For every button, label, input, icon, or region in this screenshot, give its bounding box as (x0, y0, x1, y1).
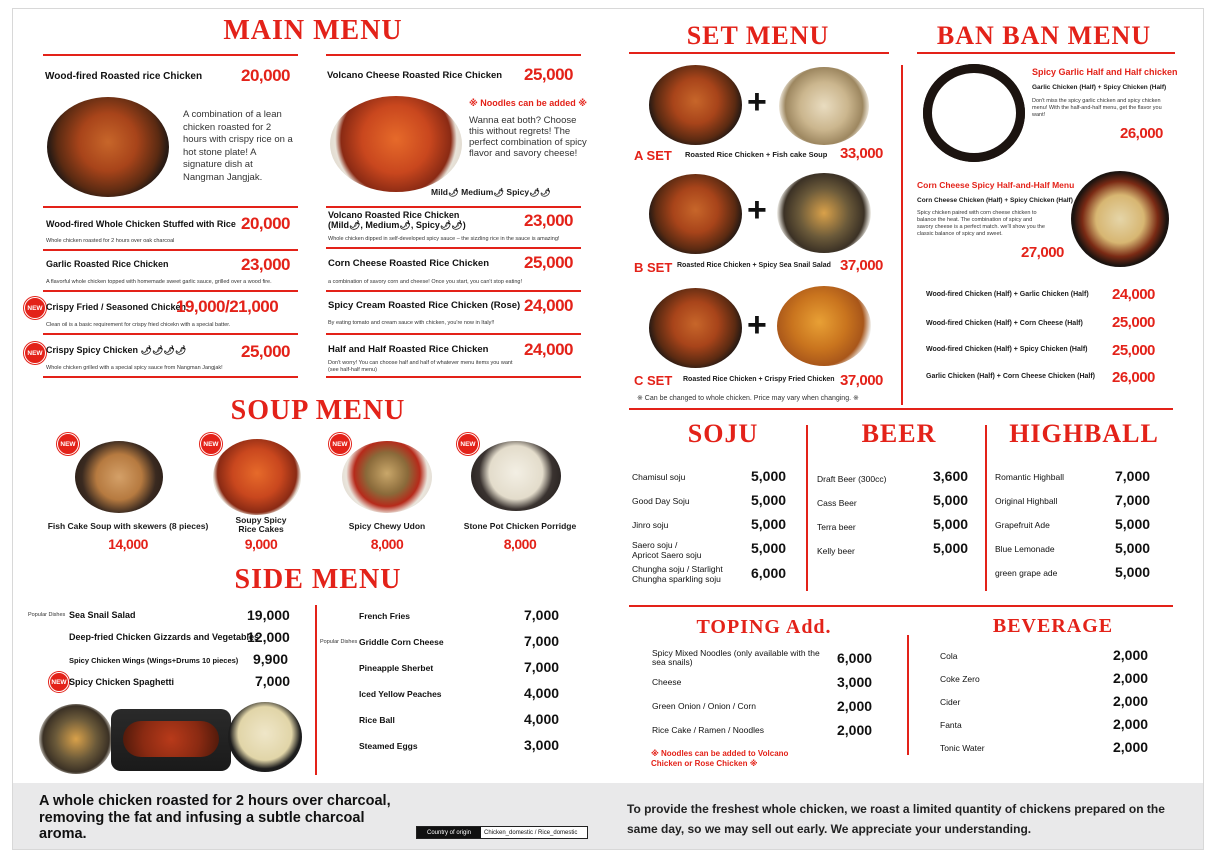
side-right-1-price: 7,000 (524, 607, 560, 623)
main-featured-2-photo (330, 96, 462, 192)
main-left-3-new-badge: NEW (24, 297, 46, 319)
soup-4-price: 8,000 (503, 536, 537, 552)
side-right-2-name: Griddle Corn Cheese (359, 637, 444, 647)
origin-value: Chicken_domestic / Rice_domestic (481, 827, 587, 838)
beer-1-price: 3,600 (933, 468, 969, 484)
banban-item-3-price: 25,000 (1112, 342, 1155, 359)
banban-featured-2-sub: Corn Cheese Chicken (Half) + Spicy Chicken (Half) (917, 197, 1073, 204)
main-right-3-desc: By eating tomato and cream sauce with chicken, you're now in Italy!! (328, 320, 495, 326)
soup-3-price: 8,000 (370, 536, 404, 552)
side-right-3-price: 7,000 (524, 659, 560, 675)
beverage-3-name: Cider (940, 697, 961, 707)
side-left-4-new-badge: NEW (49, 672, 69, 692)
toping-4-price: 2,000 (837, 722, 873, 738)
beverage-3-price: 2,000 (1113, 693, 1149, 709)
set-menu-title: SET MENU (686, 21, 830, 50)
banban-featured-2-name: Corn Cheese Spicy Half-and-Half Menu (917, 180, 1075, 190)
set-a-label: A SET (634, 148, 672, 163)
highball-3-price: 5,000 (1115, 516, 1151, 532)
toping-title: TOPING Add. (696, 616, 832, 638)
set-b-side-photo (777, 173, 871, 253)
toping-4-name: Rice Cake / Ramen / Noodles (652, 725, 764, 735)
main-right-1-name: Volcano Roasted Rice Chicken (Mild🌶, Medium🌶, Spicy🌶🌶) (328, 210, 466, 230)
main-left-3-name: Crispy Fried / Seasoned Chicken (46, 302, 187, 312)
main-right-4-name: Half and Half Roasted Rice Chicken (328, 344, 489, 355)
side-left-3-name: Spicy Chicken Wings (Wings+Drums 10 pieces) (69, 656, 239, 665)
side-photo-salad (39, 704, 113, 774)
set-b-chicken-photo (649, 174, 742, 254)
main-left-4-price: 25,000 (241, 342, 290, 361)
beverage-4-price: 2,000 (1113, 716, 1149, 732)
side-right-6-name: Steamed Eggs (359, 741, 418, 751)
highball-5-price: 5,000 (1115, 564, 1151, 580)
soju-1-price: 5,000 (751, 468, 787, 484)
set-a-price: 33,000 (840, 145, 883, 162)
soup-4-name: Stone Pot Chicken Porridge (463, 521, 577, 531)
soup-1-photo (75, 441, 163, 513)
side-right-1-name: French Fries (359, 611, 411, 621)
side-right-6-price: 3,000 (524, 737, 560, 753)
set-b-label: B SET (634, 260, 673, 275)
main-left-2-desc: A flavorful whole chicken topped with homemade sweet garlic sauce, grilled over a wood fire. (46, 279, 272, 285)
main-featured-2-note: ※ Noodles can be added ※ (469, 98, 588, 108)
side-left-2-price: 12,000 (247, 629, 290, 645)
banban-featured-1-desc: Don't miss the spicy garlic chicken and spicy chicken menu! With the half-and-half menu, get the flavor you want! (1032, 98, 1162, 118)
set-c-desc: Roasted Rice Chicken + Crispy Fried Chicken (683, 376, 835, 383)
beer-2-price: 5,000 (933, 492, 969, 508)
side-right-5-name: Rice Ball (359, 715, 395, 725)
soju-title: SOJU (687, 419, 759, 448)
soju-5-name: Chungha soju / Starlight Chungha sparkling soju (632, 564, 723, 584)
set-b-plus: + (747, 191, 767, 229)
side-right-4-name: Iced Yellow Peaches (359, 689, 442, 699)
side-right-5-price: 4,000 (524, 711, 560, 727)
main-right-1-price: 23,000 (524, 211, 573, 230)
beverage-2-name: Coke Zero (940, 674, 980, 684)
set-a-desc: Roasted Rice Chicken + Fish cake Soup (685, 150, 828, 159)
set-a-side-photo (779, 67, 869, 145)
set-a-plus: + (747, 83, 767, 121)
beer-title: BEER (861, 419, 937, 448)
toping-3-price: 2,000 (837, 698, 873, 714)
beer-1-name: Draft Beer (300cc) (817, 474, 887, 484)
banban-menu-title: BAN BAN MENU (936, 21, 1152, 50)
banban-item-2-name: Wood-fired Chicken (Half) + Corn Cheese (Half) (926, 320, 1083, 327)
side-left-2-name: Deep-fried Chicken Gizzards and Vegetables (69, 632, 260, 642)
highball-title: HIGHBALL (1009, 419, 1159, 448)
side-right-3-name: Pineapple Sherbet (359, 663, 434, 673)
beer-4-price: 5,000 (933, 540, 969, 556)
beer-3-name: Terra beer (817, 522, 856, 532)
soju-1-name: Chamisul soju (632, 472, 686, 482)
highball-1-price: 7,000 (1115, 468, 1151, 484)
footer-left-text: A whole chicken roasted for 2 hours over charcoal, removing the fat and infusing a subtle charcoal aroma. (39, 793, 391, 842)
toping-3-name: Green Onion / Onion / Corn (652, 701, 756, 711)
set-b-price: 37,000 (840, 257, 883, 274)
side-left-1-name: Sea Snail Salad (69, 610, 136, 620)
main-featured-1-price: 20,000 (241, 66, 290, 85)
menu-board (12, 8, 1204, 850)
main-right-3-price: 24,000 (524, 296, 573, 315)
main-right-4-price: 24,000 (524, 340, 573, 359)
soju-3-name: Jinro soju (632, 520, 669, 530)
main-right-2-name: Corn Cheese Roasted Rice Chicken (328, 258, 490, 269)
soju-4-name: Saero soju / Apricot Saero soju (632, 540, 702, 560)
soup-3-new-badge: NEW (329, 433, 351, 455)
main-featured-1-desc: A combination of a lean chicken roasted for 2 hours with crispy rice on a hot stone plate! A signature dish at Nangman Jangjak. (183, 109, 293, 183)
banban-item-3-name: Wood-fired Chicken (Half) + Spicy Chicken (Half) (926, 346, 1088, 353)
soju-2-name: Good Day Soju (632, 496, 690, 506)
banban-item-4-name: Garlic Chicken (Half) + Corn Cheese Chicken (Half) (926, 373, 1096, 380)
soup-menu-title: SOUP MENU (230, 395, 406, 426)
main-featured-1-photo (47, 97, 169, 197)
beverage-4-name: Fanta (940, 720, 962, 730)
beverage-1-price: 2,000 (1113, 647, 1149, 663)
main-left-3-desc: Clean oil is a basic requirement for crispy fried chicekn with a special batter. (46, 322, 231, 328)
beer-2-name: Cass Beer (817, 498, 857, 508)
soup-1-name: Fish Cake Soup with skewers (8 pieces) (47, 521, 209, 531)
soup-1-new-badge: NEW (57, 433, 79, 455)
main-right-1-desc: Whole chicken dipped in self-developed spicy sauce – the sizzling rice in the sauce is amazing! (328, 236, 560, 242)
beer-4-name: Kelly beer (817, 546, 855, 556)
highball-2-price: 7,000 (1115, 492, 1151, 508)
main-featured-2-desc: Wanna eat both? Choose this without regrets! The perfect combination of spicy flavor and savory cheese! (469, 115, 587, 159)
soup-2-photo (213, 439, 301, 515)
main-right-2-desc: a combination of savory corn and cheese! Once you start, you can't stop eating! (328, 279, 522, 285)
toping-note: ※ Noodles can be added to Volcano Chicken or Rose Chicken ※ (651, 749, 789, 768)
soup-4-photo (471, 441, 561, 511)
set-c-side-photo (777, 286, 871, 366)
banban-featured-2-photo (1071, 171, 1169, 267)
main-menu-title: MAIN MENU (223, 15, 403, 46)
highball-5-name: green grape ade (995, 568, 1058, 578)
side-right-4-price: 4,000 (524, 685, 560, 701)
soup-3-name: Spicy Chewy Udon (348, 521, 426, 531)
banban-featured-2-price: 27,000 (1021, 244, 1064, 261)
main-featured-2-name: Volcano Cheese Roasted Rice Chicken (327, 70, 503, 81)
main-right-2-price: 25,000 (524, 253, 573, 272)
main-left-4-desc: Whole chicken grilled with a special spicy sauce from Nangman Jangjak! (46, 365, 223, 371)
set-c-plus: + (747, 306, 767, 344)
soup-1-price: 14,000 (108, 536, 148, 552)
highball-3-name: Grapefruit Ade (995, 520, 1050, 530)
side-left-4-name: Spicy Chicken Spaghetti (69, 677, 175, 687)
soup-2-new-badge: NEW (200, 433, 222, 455)
banban-featured-1-sub: Garlic Chicken (Half) + Spicy Chicken (Half) (1032, 84, 1167, 91)
main-left-2-name: Garlic Roasted Rice Chicken (46, 259, 169, 269)
side-left-3-price: 9,900 (253, 651, 289, 667)
beer-3-price: 5,000 (933, 516, 969, 532)
beverage-1-name: Cola (940, 651, 958, 661)
side-left-1-tag: Popular Dishes (28, 612, 66, 618)
footer-right-text: To provide the freshest whole chicken, we roast a limited quantity of chickens prepared on the same day, so we may sell out early. We appreciate your understanding. (627, 802, 1165, 836)
origin-box (416, 826, 588, 839)
set-menu-note: ※ Can be changed to whole chicken. Price may vary when changing. ※ (637, 395, 859, 402)
highball-2-name: Original Highball (995, 496, 1058, 506)
soup-4-new-badge: NEW (457, 433, 479, 455)
highball-1-name: Romantic Highball (995, 472, 1064, 482)
toping-1-name: Spicy Mixed Noodles (only available with the sea snails) (652, 648, 820, 667)
set-c-price: 37,000 (840, 372, 883, 389)
banban-item-1-name: Wood-fired Chicken (Half) + Garlic Chicken (Half) (926, 291, 1089, 298)
beverage-5-name: Tonic Water (940, 743, 985, 753)
banban-featured-1-price: 26,000 (1120, 125, 1163, 142)
banban-featured-1-bowl-rim (923, 64, 1025, 162)
main-left-1-price: 20,000 (241, 214, 290, 233)
side-photo-wings (111, 709, 231, 771)
main-right-3-name: Spicy Cream Roasted Rice Chicken (Rose) (328, 300, 521, 311)
side-menu-title: SIDE MENU (234, 564, 402, 595)
soju-5-price: 6,000 (751, 565, 787, 581)
main-left-1-desc: Whole chicken roasted for 2 hours over oak charcoal (46, 238, 175, 244)
banban-item-2-price: 25,000 (1112, 314, 1155, 331)
soup-2-name: Soupy Spicy Rice Cakes (235, 515, 287, 534)
side-photo-steamed-eggs (228, 702, 302, 772)
side-left-1-price: 19,000 (247, 607, 290, 623)
highball-4-name: Blue Lemonade (995, 544, 1055, 554)
soup-3-photo (342, 441, 432, 513)
main-left-3-price: 19,000/21,000 (176, 297, 279, 316)
main-featured-2-spice: Mild🌶 Medium🌶 Spicy🌶🌶 (431, 187, 551, 197)
toping-1-price: 6,000 (837, 650, 873, 666)
highball-4-price: 5,000 (1115, 540, 1151, 556)
main-right-4-desc: Don't worry! You can choose half and half of whatever menu items you want (see half-half menu) (328, 360, 513, 373)
set-c-chicken-photo (649, 288, 742, 368)
banban-featured-1-name: Spicy Garlic Half and Half chicken (1032, 67, 1178, 77)
main-left-1-name: Wood-fired Whole Chicken Stuffed with Rice (46, 219, 236, 229)
side-left-4-price: 7,000 (255, 673, 291, 689)
toping-2-name: Cheese (652, 677, 682, 687)
footer-band (13, 783, 1204, 850)
origin-label: Country of origin (417, 827, 481, 838)
beverage-5-price: 2,000 (1113, 739, 1149, 755)
soju-2-price: 5,000 (751, 492, 787, 508)
main-left-2-price: 23,000 (241, 255, 290, 274)
beverage-2-price: 2,000 (1113, 670, 1149, 686)
main-featured-1-name: Wood-fired Roasted rice Chicken (45, 71, 203, 82)
beverage-title: BEVERAGE (992, 615, 1114, 637)
main-featured-2-price: 25,000 (524, 65, 573, 84)
set-b-desc: Roasted Rice Chicken + Spicy Sea Snail Salad (677, 262, 831, 269)
side-right-2-price: 7,000 (524, 633, 560, 649)
banban-item-4-price: 26,000 (1112, 369, 1155, 386)
main-left-4-new-badge: NEW (24, 342, 46, 364)
soju-3-price: 5,000 (751, 516, 787, 532)
side-right-2-tag: Popular Dishes (320, 639, 358, 645)
set-c-label: C SET (634, 373, 673, 388)
soju-4-price: 5,000 (751, 540, 787, 556)
soup-2-price: 9,000 (244, 536, 278, 552)
main-left-4-name: Crispy Spicy Chicken 🌶🌶🌶🌶 (46, 345, 187, 355)
banban-featured-2-desc: Spicy chicken paired with corn cheese chicken to balance the heat. The combination of spicy and savory cheese is a perfect match. we'll show you the classic balance of spicy and sweet. (917, 210, 1045, 237)
toping-2-price: 3,000 (837, 674, 873, 690)
set-a-chicken-photo (649, 65, 742, 145)
banban-item-1-price: 24,000 (1112, 286, 1155, 303)
